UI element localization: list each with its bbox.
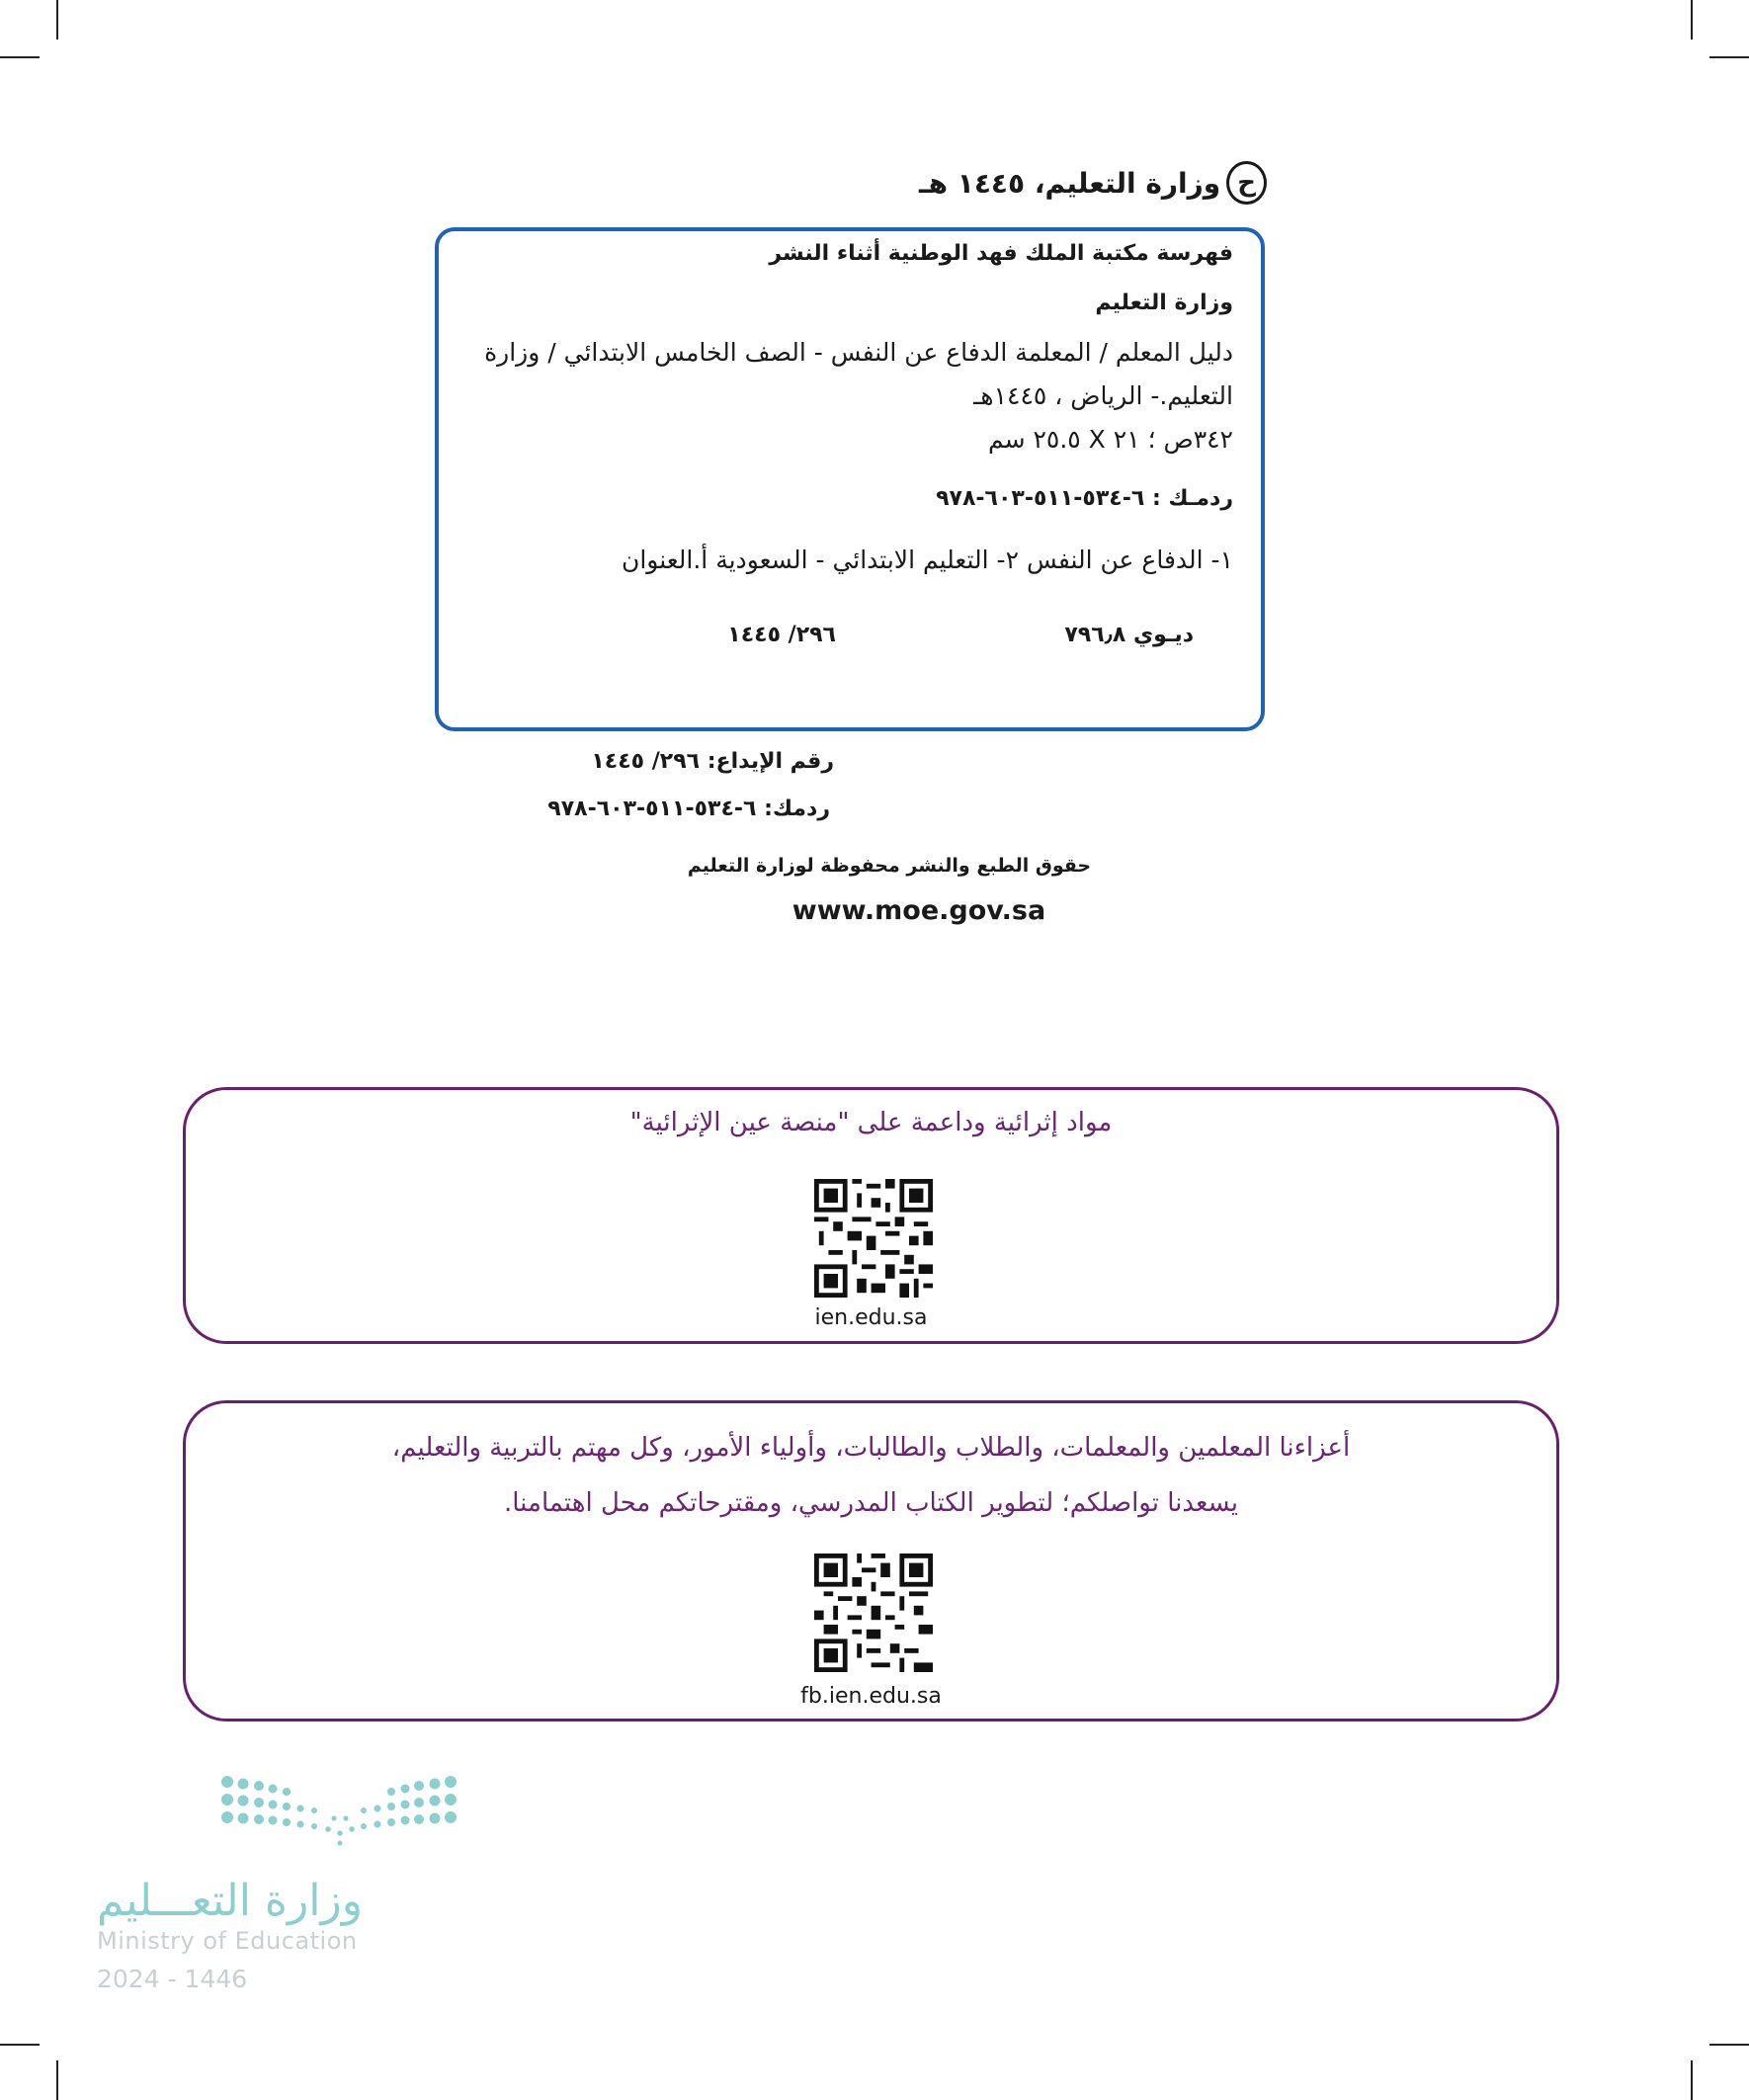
feedback-url[interactable]: fb.ien.edu.sa: [800, 1684, 942, 1709]
copyright-text: وزارة التعليم، ١٤٤٥ هـ: [919, 166, 1221, 200]
feedback-line1: أعزاءنا المعلمين والمعلمات، والطلاب والطالبات، وأولياء الأمور، وكل مهتم بالتربية والتعليم،: [391, 1433, 1351, 1463]
feedback-box: [183, 1400, 1559, 1722]
crop-mark: [1709, 56, 1749, 58]
qr-code-icon[interactable]: [814, 1554, 933, 1672]
ministry-logo-arabic: وزارة التعـــليم: [97, 1876, 363, 1926]
crop-mark: [56, 2060, 58, 2100]
crop-mark: [1691, 2060, 1693, 2100]
catalog-heading: فهرسة مكتبة الملك فهد الوطنية أثناء النشر: [769, 241, 1233, 266]
catalog-subjects: ١- الدفاع عن النفس ٢- التعليم الابتدائي - السعودية أ.العنوان: [621, 546, 1233, 574]
catalog-deposit-code: ٢٩٦/ ١٤٤٥: [727, 623, 836, 647]
copyright-line: [919, 158, 1267, 208]
catalog-card: [435, 227, 1265, 731]
crop-mark: [0, 56, 40, 58]
catalog-pages: ٣٤٢ص ؛ ٢١ X ٢٥.٥ سم: [987, 425, 1233, 454]
catalog-author: وزارة التعليم: [1095, 291, 1233, 315]
crop-mark: [0, 2044, 40, 2046]
crop-mark: [56, 0, 58, 40]
catalog-description-line1: دليل المعلم / المعلمة الدفاع عن النفس - الصف الخامس الابتدائي / وزارة: [484, 338, 1233, 367]
isbn-line: ردمك: ٦-٥٣٤-٥١١-٦٠٣-٩٧٨: [547, 797, 830, 821]
catalog-isbn: ردمـك : ٦-٥٣٤-٥١١-٦٠٣-٩٧٨: [936, 486, 1233, 511]
crop-mark: [1709, 2044, 1749, 2046]
qr-code-icon[interactable]: [814, 1179, 933, 1298]
website-link[interactable]: www.moe.gov.sa: [791, 895, 1046, 926]
ien-url[interactable]: ien.edu.sa: [814, 1305, 928, 1330]
ministry-logo-year: 2024 - 1446: [97, 1965, 248, 1993]
catalog-dewey: ديـوي ٧٩٦٫٨: [1064, 623, 1194, 647]
ien-platform-box: [183, 1087, 1559, 1344]
catalog-description-line2: التعليم.- الرياض ، ١٤٤٥هـ: [973, 381, 1233, 410]
feedback-line2: يسعدنا تواصلكم؛ لتطوير الكتاب المدرسي، ومقترحاتكم محل اهتمامنا.: [503, 1488, 1239, 1518]
deposit-number: رقم الإيداع: ٢٩٦/ ١٤٤٥: [591, 749, 834, 774]
ien-box-title: مواد إثرائية وداعمة على "منصة عين الإثرائية": [629, 1108, 1113, 1137]
rights-notice: حقوق الطبع والنشر محفوظة لوزارة التعليم: [687, 855, 1092, 877]
ministry-logo-english: Ministry of Education: [97, 1927, 358, 1955]
ministry-logo-dots-icon: [215, 1774, 462, 1853]
crop-mark: [1691, 0, 1693, 40]
copyright-symbol: ح: [1226, 161, 1267, 205]
